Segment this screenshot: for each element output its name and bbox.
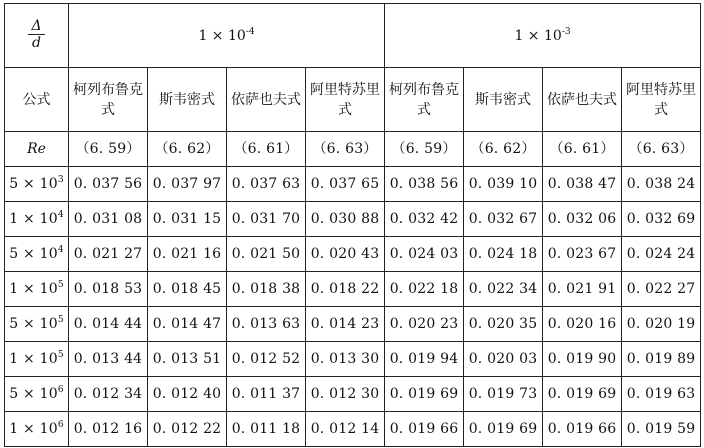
friction-value-cell: 0. 013 44 — [69, 342, 148, 377]
friction-value-cell: 0. 020 43 — [306, 237, 385, 272]
friction-value-cell: 0. 031 08 — [69, 202, 148, 237]
method-header-7: 依萨也夫式 — [543, 68, 622, 132]
friction-value-cell: 0. 037 65 — [306, 167, 385, 202]
friction-value-cell: 0. 019 69 — [385, 377, 464, 412]
friction-value-cell: 0. 032 06 — [543, 202, 622, 237]
friction-value-cell: 0. 012 40 — [148, 377, 227, 412]
friction-value-cell: 0. 013 51 — [148, 342, 227, 377]
friction-value-cell: 0. 020 03 — [464, 342, 543, 377]
roughness-group-1-header — [69, 4, 385, 68]
equation-ref-5: （6. 59） — [385, 132, 464, 167]
friction-value-cell: 0. 031 70 — [227, 202, 306, 237]
reynolds-base: 1 × 10 — [9, 211, 58, 227]
reynolds-exponent: 3 — [57, 175, 64, 185]
method-header-1: 柯列布鲁克式 — [69, 68, 148, 132]
re-label: Re — [5, 132, 69, 167]
friction-value-cell: 0. 019 94 — [385, 342, 464, 377]
header-row-formula — [5, 68, 701, 132]
friction-value-cell: 0. 032 42 — [385, 202, 464, 237]
reynolds-number-cell — [5, 342, 69, 377]
friction-value-cell: 0. 019 73 — [464, 377, 543, 412]
reynolds-base: 5 × 10 — [9, 316, 58, 332]
header-row-equation-refs — [5, 132, 701, 167]
equation-ref-8: （6. 63） — [622, 132, 701, 167]
table-body — [5, 4, 701, 447]
reynolds-base: 5 × 10 — [9, 246, 58, 262]
friction-value-cell: 0. 021 50 — [227, 237, 306, 272]
friction-value-cell: 0. 019 69 — [543, 377, 622, 412]
friction-value-cell: 0. 032 67 — [464, 202, 543, 237]
friction-value-cell: 0. 013 63 — [227, 307, 306, 342]
table-row — [5, 307, 701, 342]
reynolds-number-cell — [5, 377, 69, 412]
friction-value-cell: 0. 019 59 — [622, 412, 701, 447]
friction-value-cell: 0. 021 27 — [69, 237, 148, 272]
method-header-4: 阿里特苏里式 — [306, 68, 385, 132]
friction-value-cell: 0. 019 63 — [622, 377, 701, 412]
friction-value-cell: 0. 012 52 — [227, 342, 306, 377]
group-1-base: 1 × 10 — [198, 27, 246, 44]
table-row — [5, 167, 701, 202]
friction-value-cell: 0. 030 88 — [306, 202, 385, 237]
group-2-base: 1 × 10 — [514, 27, 562, 44]
friction-value-cell: 0. 024 03 — [385, 237, 464, 272]
friction-value-cell: 0. 018 38 — [227, 272, 306, 307]
reynolds-exponent: 5 — [57, 350, 64, 360]
friction-value-cell: 0. 012 34 — [69, 377, 148, 412]
friction-value-cell: 0. 014 47 — [148, 307, 227, 342]
reynolds-exponent: 5 — [57, 280, 64, 290]
friction-value-cell: 0. 038 24 — [622, 167, 701, 202]
friction-value-cell: 0. 038 56 — [385, 167, 464, 202]
friction-value-cell: 0. 032 69 — [622, 202, 701, 237]
friction-value-cell: 0. 021 16 — [148, 237, 227, 272]
friction-value-cell: 0. 024 24 — [622, 237, 701, 272]
method-header-5: 柯列布鲁克式 — [385, 68, 464, 132]
friction-value-cell: 0. 013 30 — [306, 342, 385, 377]
reynolds-base: 1 × 10 — [9, 281, 58, 297]
friction-value-cell: 0. 012 16 — [69, 412, 148, 447]
reynolds-base: 5 × 10 — [9, 176, 58, 192]
table-row — [5, 237, 701, 272]
method-header-8: 阿里特苏里式 — [622, 68, 701, 132]
friction-value-cell: 0. 020 23 — [385, 307, 464, 342]
friction-value-cell: 0. 011 37 — [227, 377, 306, 412]
fraction-denominator: d — [32, 35, 41, 51]
friction-value-cell: 0. 039 10 — [464, 167, 543, 202]
delta-over-d-fraction — [28, 18, 44, 51]
equation-ref-3: （6. 61） — [227, 132, 306, 167]
equation-ref-4: （6. 63） — [306, 132, 385, 167]
table-row — [5, 412, 701, 447]
reynolds-number-cell — [5, 412, 69, 447]
method-header-3: 依萨也夫式 — [227, 68, 306, 132]
friction-value-cell: 0. 022 34 — [464, 272, 543, 307]
friction-factor-table — [4, 3, 701, 447]
equation-ref-2: （6. 62） — [148, 132, 227, 167]
friction-value-cell: 0. 014 23 — [306, 307, 385, 342]
reynolds-base: 1 × 10 — [9, 351, 58, 367]
friction-value-cell: 0. 023 67 — [543, 237, 622, 272]
reynolds-number-cell — [5, 237, 69, 272]
friction-value-cell: 0. 012 22 — [148, 412, 227, 447]
reynolds-base: 5 × 10 — [9, 386, 58, 402]
friction-value-cell: 0. 019 66 — [543, 412, 622, 447]
reynolds-base: 1 × 10 — [9, 421, 58, 437]
friction-value-cell: 0. 011 18 — [227, 412, 306, 447]
friction-value-cell: 0. 019 89 — [622, 342, 701, 377]
friction-value-cell: 0. 020 16 — [543, 307, 622, 342]
reynolds-number-cell — [5, 167, 69, 202]
friction-value-cell: 0. 022 27 — [622, 272, 701, 307]
reynolds-exponent: 4 — [57, 245, 64, 255]
reynolds-number-cell — [5, 272, 69, 307]
friction-value-cell: 0. 031 15 — [148, 202, 227, 237]
friction-value-cell: 0. 020 35 — [464, 307, 543, 342]
friction-value-cell: 0. 012 30 — [306, 377, 385, 412]
friction-value-cell: 0. 019 90 — [543, 342, 622, 377]
friction-value-cell: 0. 018 53 — [69, 272, 148, 307]
reynolds-exponent: 6 — [57, 385, 64, 395]
header-row-roughness — [5, 4, 701, 68]
friction-value-cell: 0. 038 47 — [543, 167, 622, 202]
formula-label: 公式 — [5, 68, 69, 132]
reynolds-number-cell — [5, 307, 69, 342]
table-row — [5, 202, 701, 237]
roughness-group-2-header — [385, 4, 701, 68]
method-header-2: 斯韦密式 — [148, 68, 227, 132]
reynolds-exponent: 5 — [57, 315, 64, 325]
group-1-exponent: -4 — [245, 26, 255, 37]
reynolds-number-cell — [5, 202, 69, 237]
relative-roughness-header — [5, 4, 69, 68]
equation-ref-6: （6. 62） — [464, 132, 543, 167]
reynolds-exponent: 6 — [57, 420, 64, 430]
friction-value-cell: 0. 021 91 — [543, 272, 622, 307]
equation-ref-1: （6. 59） — [69, 132, 148, 167]
friction-value-cell: 0. 020 19 — [622, 307, 701, 342]
friction-value-cell: 0. 012 14 — [306, 412, 385, 447]
reynolds-exponent: 4 — [57, 210, 64, 220]
friction-value-cell: 0. 022 18 — [385, 272, 464, 307]
friction-value-cell: 0. 018 22 — [306, 272, 385, 307]
equation-ref-7: （6. 61） — [543, 132, 622, 167]
friction-value-cell: 0. 014 44 — [69, 307, 148, 342]
friction-value-cell: 0. 018 45 — [148, 272, 227, 307]
friction-value-cell: 0. 037 63 — [227, 167, 306, 202]
friction-value-cell: 0. 037 97 — [148, 167, 227, 202]
table-row — [5, 272, 701, 307]
group-2-exponent: -3 — [561, 26, 571, 37]
table-row — [5, 377, 701, 412]
fraction-numerator: Δ — [28, 18, 44, 35]
friction-value-cell: 0. 037 56 — [69, 167, 148, 202]
friction-value-cell: 0. 019 66 — [385, 412, 464, 447]
friction-value-cell: 0. 019 69 — [464, 412, 543, 447]
friction-value-cell: 0. 024 18 — [464, 237, 543, 272]
table-row — [5, 342, 701, 377]
method-header-6: 斯韦密式 — [464, 68, 543, 132]
